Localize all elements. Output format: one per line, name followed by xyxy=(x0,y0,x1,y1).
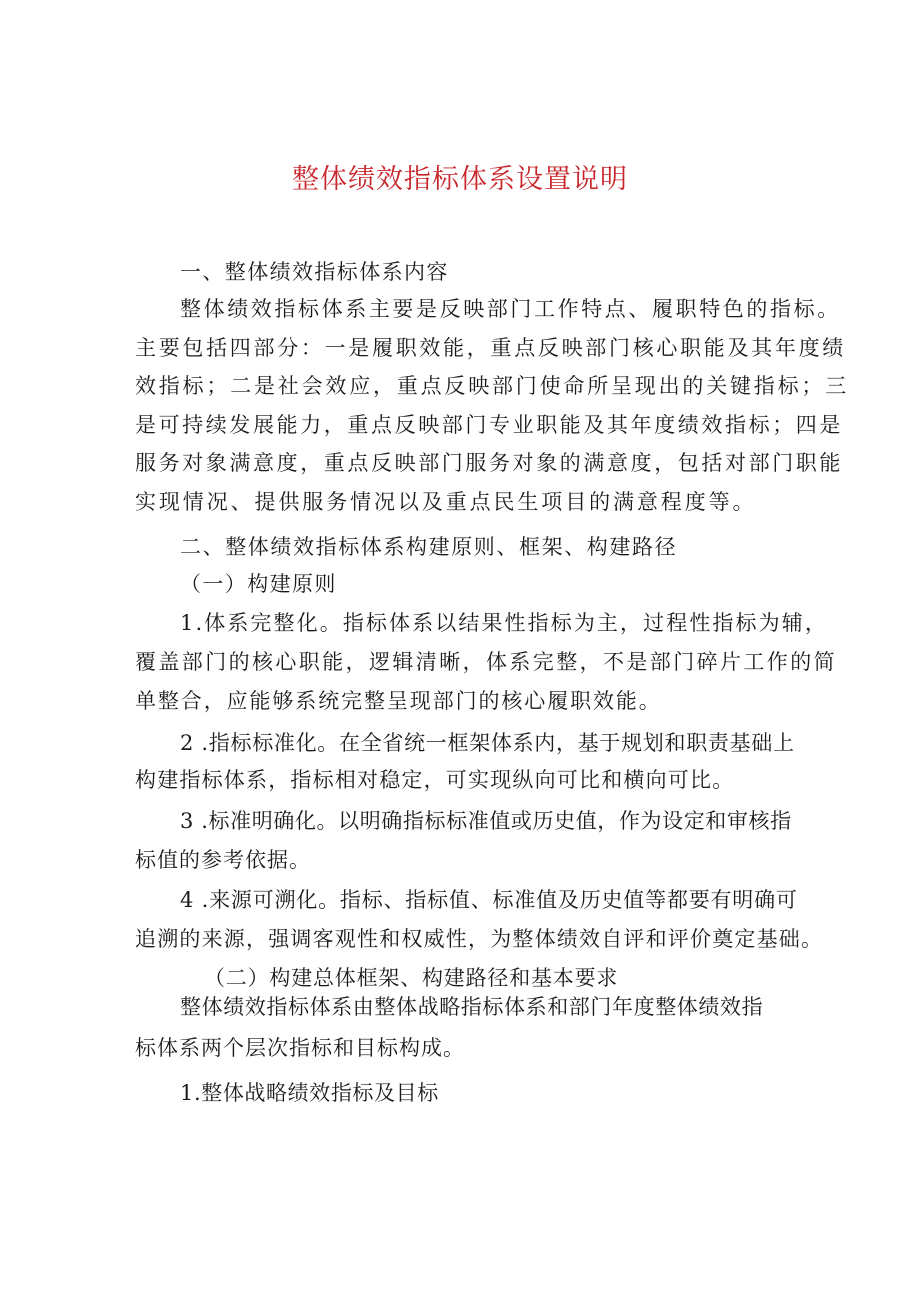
subsection-heading-1: （一）构建原则 xyxy=(180,572,337,596)
section-heading-2: 二、整体绩效指标体系构建原则、框架、构建路径 xyxy=(180,535,678,559)
paragraph-line: 主要包括四部分：一是履职效能，重点反映部门核心职能及其年度绩 xyxy=(135,336,846,360)
paragraph-line: 整体绩效指标体系主要是反映部门工作特点、履职特色的指标。 xyxy=(180,297,841,321)
paragraph-line: 覆盖部门的核心职能，逻辑清晰，体系完整，不是部门碎片工作的简 xyxy=(135,650,837,674)
paragraph-line: 整体绩效指标体系由整体战略指标体系和部门年度整体绩效指 xyxy=(180,995,764,1019)
paragraph-line: 标值的参考依据。 xyxy=(135,848,311,872)
paragraph-line: 2 .指标标准化。在全省统一框架体系内，基于规划和职责基础上 xyxy=(180,731,795,755)
paragraph-line: 效指标；二是社会效应，重点反映部门使命所呈现出的关键指标；三 xyxy=(135,374,849,398)
paragraph-line: 追溯的来源，强调客观性和权威性，为整体绩效自评和评价奠定基础。 xyxy=(135,927,824,951)
paragraph-line: 单整合，应能够系统完整呈现部门的核心履职效能。 xyxy=(135,689,662,713)
section-heading-1: 一、整体绩效指标体系内容 xyxy=(180,260,449,284)
paragraph-line: 实现情况、提供服务情况以及重点民生项目的满意程度等。 xyxy=(135,490,757,514)
item-heading: 1.整体战略绩效指标及目标 xyxy=(180,1081,439,1105)
paragraph-line: 服务对象满意度，重点反映部门服务对象的满意度，包括对部门职能 xyxy=(135,451,843,475)
paragraph-line: 构建指标体系，指标相对稳定，可实现纵向可比和横向可比。 xyxy=(135,768,735,792)
document-title: 整体绩效指标体系设置说明 xyxy=(292,164,628,195)
paragraph-line: 3 .标准明确化。以明确指标标准值或历史值，作为设定和审核指 xyxy=(180,809,792,833)
paragraph-line: 1.体系完整化。指标体系以结果性指标为主，过程性指标为辅， xyxy=(180,611,828,635)
subsection-heading-2: （二）构建总体框架、构建路径和基本要求 xyxy=(204,966,619,990)
paragraph-line: 4 .来源可溯化。指标、指标值、标准值及历史值等都要有明确可 xyxy=(180,888,798,912)
paragraph-line: 是可持续发展能力，重点反映部门专业职能及其年度绩效指标；四是 xyxy=(135,413,843,437)
paragraph-line: 标体系两个层次指标和目标构成。 xyxy=(135,1036,465,1060)
